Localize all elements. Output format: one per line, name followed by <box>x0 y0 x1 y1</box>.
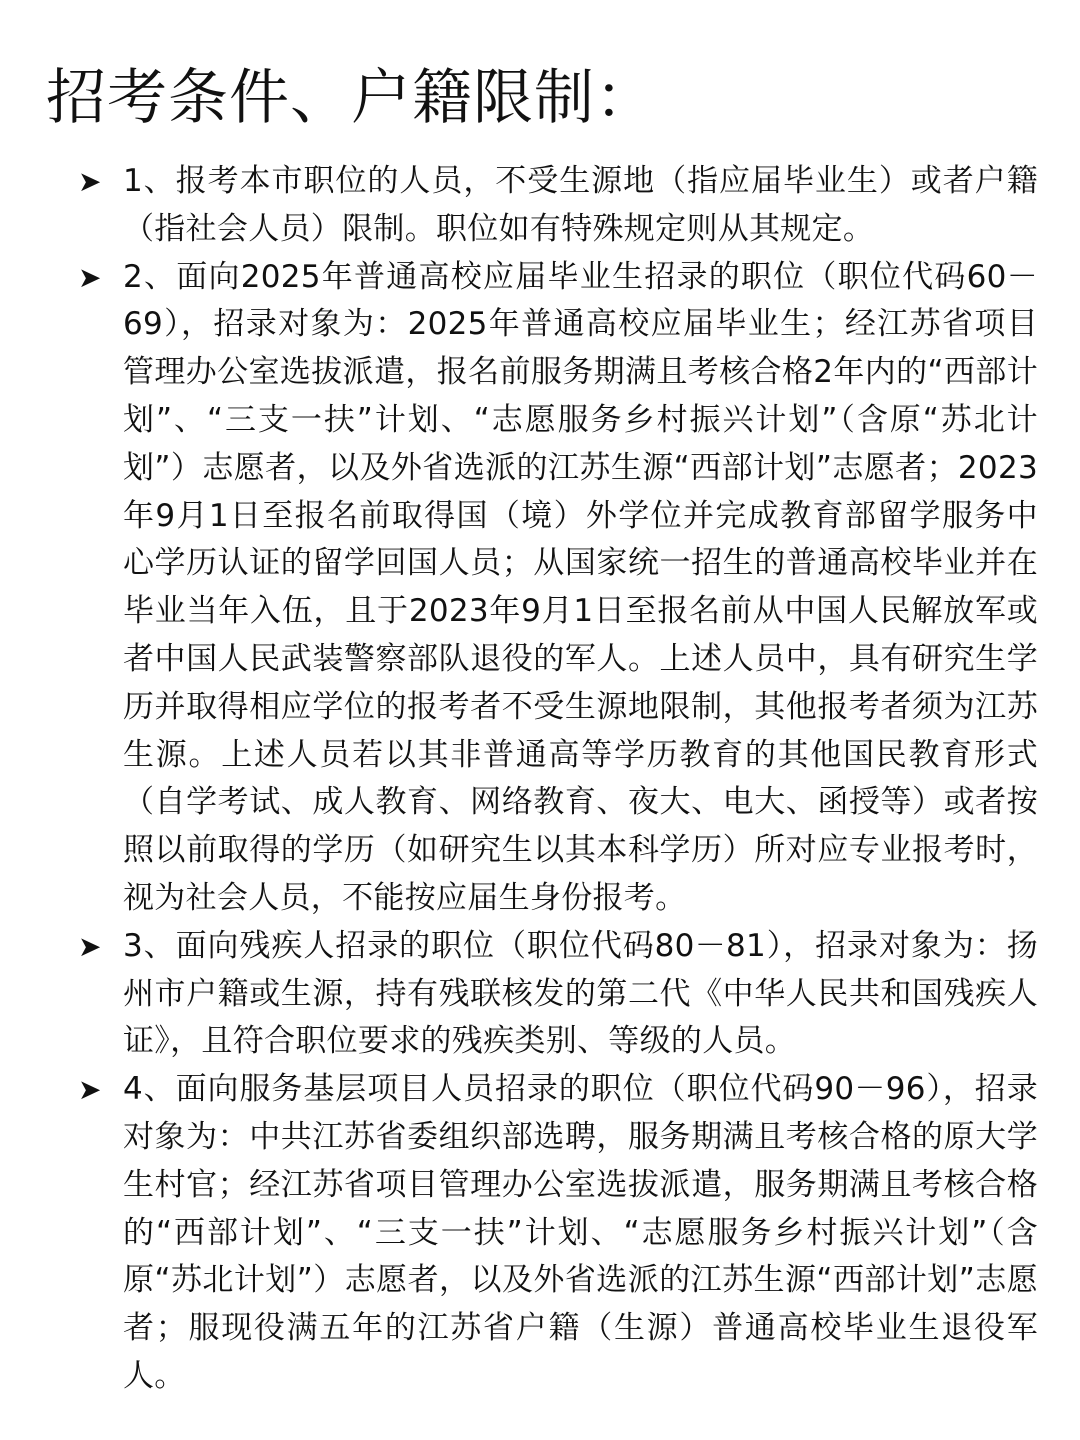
list-item <box>78 923 1038 1066</box>
list-item-text: 1、报考本市职位的人员，不受生源地（指应届毕业生）或者户籍（指社会人员）限制。职位如有特殊规定则从其规定。 <box>123 163 1038 247</box>
list-item-text: 2、面向2025年普通高校应届毕业生招录的职位（职位代码60－69），招录对象为：2025年普通高校应届毕业生；经江苏省项目管理办公室选拔派遣，报名前服务期满且考核合格2年内的“西部计划”、“三支一扶”计划、“志愿服务乡村振兴计划”（含原“苏北计划”）志愿者，以及外省选派的江苏生源“西部计划”志愿者；2023年9月1日至报名前取得国（境）外学位并完成教育部留学服务中心学历认证的留学回国人员；从国家统一招生的普通高校毕业并在毕业当年入伍，且于2023年9月1日至报名前从中国人民解放军或者中国人民武装警察部队退役的军人。上述人员中，具有研究生学历并取得相应学位的报考者不受生源地限制，其他报考者须为江苏生源。上述人员若以其非普通高等学历教育的其他国民教育形式（自学考试、成人教育、网络教育、夜大、电大、函授等）或者按照以前取得的学历（如研究生以其本科学历）所对应专业报考时，视为社会人员，不能按应届生身份报考。 <box>123 258 1038 916</box>
list-item-text: 3、面向残疾人招录的职位（职位代码80－81），招录对象为：扬州市户籍或生源，持有残联核发的第二代《中华人民共和国残疾人证》，且符合职位要求的残疾类别、等级的人员。 <box>123 927 1038 1060</box>
list-item <box>78 158 1038 254</box>
list-item-text: 4、面向服务基层项目人员招录的职位（职位代码90－96），招录对象为：中共江苏省委组织部选聘，服务期满且考核合格的原大学生村官；经江苏省项目管理办公室选拔派遣，服务期满且考核合格的“西部计划”、“三支一扶”计划、“志愿服务乡村振兴计划”（含原“苏北计划”）志愿者，以及外省选派的江苏生源“西部计划”志愿者；服现役满五年的江苏省户籍（生源）普通高校毕业生退役军人。 <box>123 1071 1038 1394</box>
conditions-list <box>78 158 1038 1401</box>
arrow-bullet-icon: ➤ <box>78 260 102 294</box>
list-item <box>78 1066 1038 1401</box>
arrow-bullet-icon: ➤ <box>78 165 102 198</box>
list-item <box>78 254 1038 923</box>
arrow-bullet-icon: ➤ <box>78 1073 102 1107</box>
arrow-bullet-icon: ➤ <box>78 929 102 963</box>
page-title: 招考条件、户籍限制： <box>46 63 656 133</box>
